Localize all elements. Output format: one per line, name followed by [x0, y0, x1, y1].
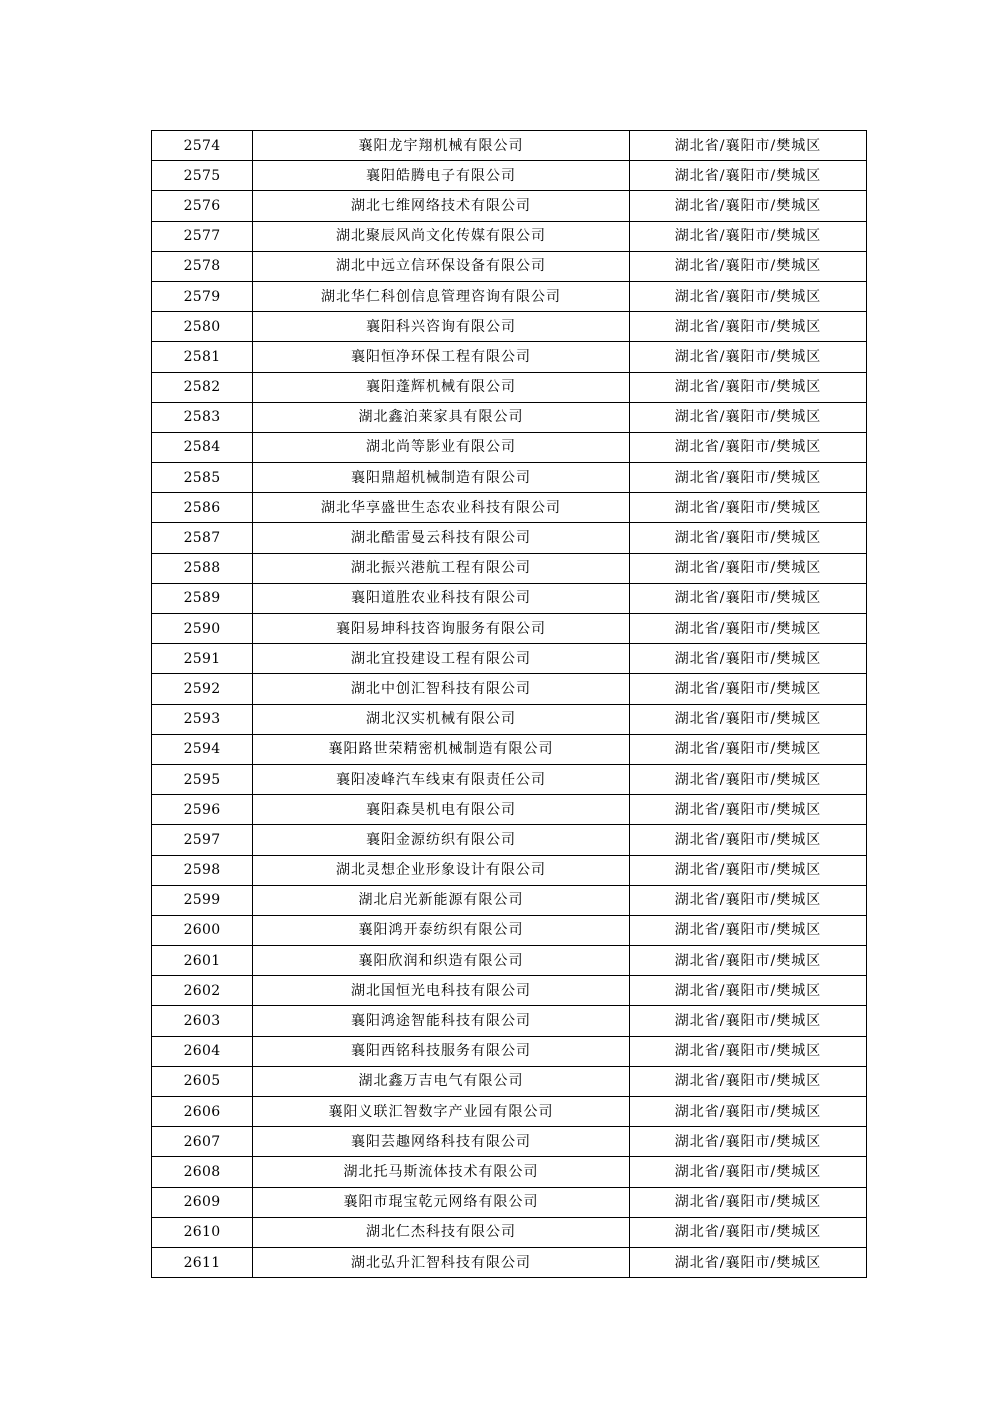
- company-name-cell: 湖北华仁科创信息管理咨询有限公司: [253, 281, 630, 311]
- region-cell: 湖北省/襄阳市/樊城区: [630, 312, 867, 342]
- region-cell: 湖北省/襄阳市/樊城区: [630, 946, 867, 976]
- row-number-cell: 2606: [152, 1097, 253, 1127]
- company-name-cell: 湖北启光新能源有限公司: [253, 885, 630, 915]
- region-cell: 湖北省/襄阳市/樊城区: [630, 1066, 867, 1096]
- region-cell: 湖北省/襄阳市/樊城区: [630, 1157, 867, 1187]
- table-row: [152, 946, 867, 976]
- row-number-cell: 2590: [152, 614, 253, 644]
- table-row: [152, 1247, 867, 1277]
- company-name-cell: 襄阳芸趣网络科技有限公司: [253, 1127, 630, 1157]
- company-name-cell: 襄阳路世荣精密机械制造有限公司: [253, 734, 630, 764]
- row-number-cell: 2589: [152, 583, 253, 613]
- table-row: [152, 1187, 867, 1217]
- company-name-cell: 湖北仁杰科技有限公司: [253, 1217, 630, 1247]
- region-cell: 湖北省/襄阳市/樊城区: [630, 402, 867, 432]
- company-name-cell: 湖北托马斯流体技术有限公司: [253, 1157, 630, 1187]
- table-row: [152, 251, 867, 281]
- table-row: [152, 674, 867, 704]
- row-number-cell: 2575: [152, 161, 253, 191]
- region-cell: 湖北省/襄阳市/樊城区: [630, 976, 867, 1006]
- row-number-cell: 2580: [152, 312, 253, 342]
- row-number-cell: 2608: [152, 1157, 253, 1187]
- row-number-cell: 2584: [152, 432, 253, 462]
- table-row: [152, 1157, 867, 1187]
- company-name-cell: 襄阳科兴咨询有限公司: [253, 312, 630, 342]
- row-number-cell: 2599: [152, 885, 253, 915]
- table-row: [152, 131, 867, 161]
- row-number-cell: 2596: [152, 795, 253, 825]
- table-row: [152, 915, 867, 945]
- region-cell: 湖北省/襄阳市/樊城区: [630, 885, 867, 915]
- region-cell: 湖北省/襄阳市/樊城区: [630, 1006, 867, 1036]
- region-cell: 湖北省/襄阳市/樊城区: [630, 1187, 867, 1217]
- region-cell: 湖北省/襄阳市/樊城区: [630, 855, 867, 885]
- row-number-cell: 2598: [152, 855, 253, 885]
- table-row: [152, 614, 867, 644]
- region-cell: 湖北省/襄阳市/樊城区: [630, 131, 867, 161]
- table-row: [152, 463, 867, 493]
- table-row: [152, 161, 867, 191]
- row-number-cell: 2577: [152, 221, 253, 251]
- table-row: [152, 764, 867, 794]
- region-cell: 湖北省/襄阳市/樊城区: [630, 734, 867, 764]
- company-name-cell: 襄阳龙宇翔机械有限公司: [253, 131, 630, 161]
- table-row: [152, 493, 867, 523]
- table-row: [152, 1006, 867, 1036]
- table-row: [152, 1127, 867, 1157]
- company-name-cell: 湖北尚等影业有限公司: [253, 432, 630, 462]
- company-name-cell: 襄阳皓腾电子有限公司: [253, 161, 630, 191]
- table-body: [152, 131, 867, 1278]
- company-name-cell: 襄阳金源纺织有限公司: [253, 825, 630, 855]
- row-number-cell: 2594: [152, 734, 253, 764]
- row-number-cell: 2583: [152, 402, 253, 432]
- table-row: [152, 1066, 867, 1096]
- table-row: [152, 583, 867, 613]
- region-cell: 湖北省/襄阳市/樊城区: [630, 1217, 867, 1247]
- region-cell: 湖北省/襄阳市/樊城区: [630, 1036, 867, 1066]
- table-row: [152, 1036, 867, 1066]
- table-row: [152, 523, 867, 553]
- region-cell: 湖北省/襄阳市/樊城区: [630, 523, 867, 553]
- region-cell: 湖北省/襄阳市/樊城区: [630, 915, 867, 945]
- region-cell: 湖北省/襄阳市/樊城区: [630, 644, 867, 674]
- region-cell: 湖北省/襄阳市/樊城区: [630, 432, 867, 462]
- table-row: [152, 553, 867, 583]
- company-name-cell: 湖北弘升汇智科技有限公司: [253, 1247, 630, 1277]
- company-name-cell: 湖北鑫泊莱家具有限公司: [253, 402, 630, 432]
- table-row: [152, 1097, 867, 1127]
- row-number-cell: 2595: [152, 764, 253, 794]
- table-row: [152, 402, 867, 432]
- row-number-cell: 2586: [152, 493, 253, 523]
- company-name-cell: 襄阳鼎超机械制造有限公司: [253, 463, 630, 493]
- row-number-cell: 2597: [152, 825, 253, 855]
- company-name-cell: 湖北酷雷曼云科技有限公司: [253, 523, 630, 553]
- company-name-cell: 襄阳森昊机电有限公司: [253, 795, 630, 825]
- row-number-cell: 2574: [152, 131, 253, 161]
- row-number-cell: 2588: [152, 553, 253, 583]
- company-name-cell: 湖北聚辰风尚文化传媒有限公司: [253, 221, 630, 251]
- row-number-cell: 2582: [152, 372, 253, 402]
- company-name-cell: 襄阳凌峰汽车线束有限责任公司: [253, 764, 630, 794]
- table-row: [152, 372, 867, 402]
- company-name-cell: 襄阳鸿开泰纺织有限公司: [253, 915, 630, 945]
- region-cell: 湖北省/襄阳市/樊城区: [630, 251, 867, 281]
- table-row: [152, 825, 867, 855]
- table-row: [152, 312, 867, 342]
- region-cell: 湖北省/襄阳市/樊城区: [630, 1247, 867, 1277]
- region-cell: 湖北省/襄阳市/樊城区: [630, 463, 867, 493]
- row-number-cell: 2579: [152, 281, 253, 311]
- company-name-cell: 湖北七维网络技术有限公司: [253, 191, 630, 221]
- row-number-cell: 2602: [152, 976, 253, 1006]
- company-name-cell: 襄阳欣润和织造有限公司: [253, 946, 630, 976]
- region-cell: 湖北省/襄阳市/樊城区: [630, 674, 867, 704]
- row-number-cell: 2605: [152, 1066, 253, 1096]
- table-row: [152, 644, 867, 674]
- region-cell: 湖北省/襄阳市/樊城区: [630, 342, 867, 372]
- company-list-table: [151, 130, 867, 1278]
- row-number-cell: 2601: [152, 946, 253, 976]
- region-cell: 湖北省/襄阳市/樊城区: [630, 795, 867, 825]
- row-number-cell: 2609: [152, 1187, 253, 1217]
- region-cell: 湖北省/襄阳市/樊城区: [630, 614, 867, 644]
- company-name-cell: 湖北鑫万吉电气有限公司: [253, 1066, 630, 1096]
- company-name-cell: 湖北振兴港航工程有限公司: [253, 553, 630, 583]
- company-name-cell: 襄阳恒净环保工程有限公司: [253, 342, 630, 372]
- company-name-cell: 湖北华享盛世生态农业科技有限公司: [253, 493, 630, 523]
- row-number-cell: 2600: [152, 915, 253, 945]
- row-number-cell: 2603: [152, 1006, 253, 1036]
- table-row: [152, 976, 867, 1006]
- row-number-cell: 2576: [152, 191, 253, 221]
- row-number-cell: 2604: [152, 1036, 253, 1066]
- table-row: [152, 432, 867, 462]
- table-row: [152, 704, 867, 734]
- row-number-cell: 2607: [152, 1127, 253, 1157]
- row-number-cell: 2593: [152, 704, 253, 734]
- table-row: [152, 191, 867, 221]
- table-row: [152, 885, 867, 915]
- region-cell: 湖北省/襄阳市/樊城区: [630, 825, 867, 855]
- table-row: [152, 342, 867, 372]
- company-name-cell: 襄阳鸿途智能科技有限公司: [253, 1006, 630, 1036]
- company-name-cell: 湖北宜投建设工程有限公司: [253, 644, 630, 674]
- region-cell: 湖北省/襄阳市/樊城区: [630, 372, 867, 402]
- company-name-cell: 襄阳道胜农业科技有限公司: [253, 583, 630, 613]
- region-cell: 湖北省/襄阳市/樊城区: [630, 553, 867, 583]
- table-row: [152, 221, 867, 251]
- region-cell: 湖北省/襄阳市/樊城区: [630, 191, 867, 221]
- table-row: [152, 795, 867, 825]
- company-name-cell: 湖北中创汇智科技有限公司: [253, 674, 630, 704]
- table-row: [152, 281, 867, 311]
- company-name-cell: 襄阳蓬辉机械有限公司: [253, 372, 630, 402]
- row-number-cell: 2578: [152, 251, 253, 281]
- region-cell: 湖北省/襄阳市/樊城区: [630, 221, 867, 251]
- table-row: [152, 1217, 867, 1247]
- row-number-cell: 2610: [152, 1217, 253, 1247]
- row-number-cell: 2591: [152, 644, 253, 674]
- row-number-cell: 2585: [152, 463, 253, 493]
- region-cell: 湖北省/襄阳市/樊城区: [630, 704, 867, 734]
- table-row: [152, 855, 867, 885]
- company-name-cell: 襄阳市琨宝乾元网络有限公司: [253, 1187, 630, 1217]
- row-number-cell: 2611: [152, 1247, 253, 1277]
- row-number-cell: 2581: [152, 342, 253, 372]
- region-cell: 湖北省/襄阳市/樊城区: [630, 493, 867, 523]
- company-name-cell: 湖北中远立信环保设备有限公司: [253, 251, 630, 281]
- region-cell: 湖北省/襄阳市/樊城区: [630, 1127, 867, 1157]
- region-cell: 湖北省/襄阳市/樊城区: [630, 161, 867, 191]
- region-cell: 湖北省/襄阳市/樊城区: [630, 1097, 867, 1127]
- row-number-cell: 2587: [152, 523, 253, 553]
- company-name-cell: 襄阳易坤科技咨询服务有限公司: [253, 614, 630, 644]
- region-cell: 湖北省/襄阳市/樊城区: [630, 583, 867, 613]
- company-name-cell: 湖北国恒光电科技有限公司: [253, 976, 630, 1006]
- row-number-cell: 2592: [152, 674, 253, 704]
- company-name-cell: 湖北灵想企业形象设计有限公司: [253, 855, 630, 885]
- region-cell: 湖北省/襄阳市/樊城区: [630, 281, 867, 311]
- company-name-cell: 襄阳西铭科技服务有限公司: [253, 1036, 630, 1066]
- table-row: [152, 734, 867, 764]
- company-name-cell: 湖北汉实机械有限公司: [253, 704, 630, 734]
- region-cell: 湖北省/襄阳市/樊城区: [630, 764, 867, 794]
- company-name-cell: 襄阳义联汇智数字产业园有限公司: [253, 1097, 630, 1127]
